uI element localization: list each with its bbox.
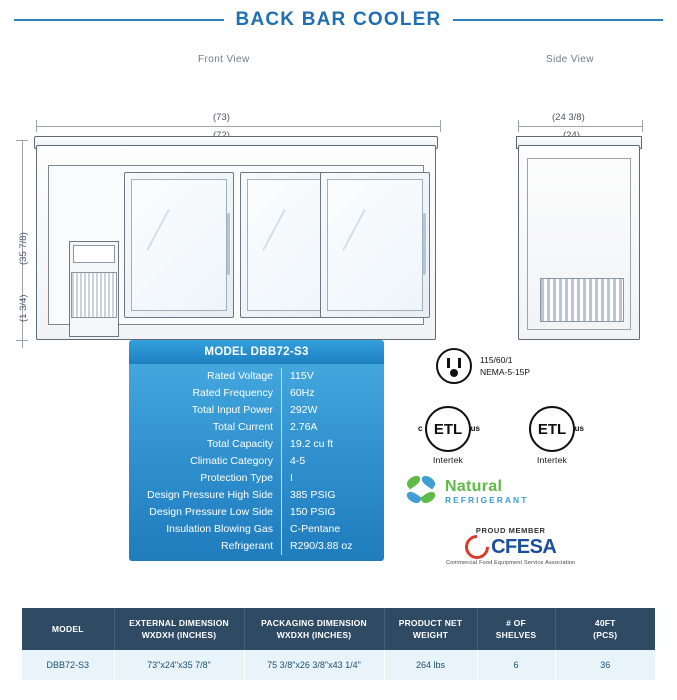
- spec-key: Rated Voltage: [207, 370, 273, 382]
- etl-text: ETL: [433, 420, 463, 438]
- technical-drawings: [0, 40, 677, 330]
- col-header-external-line2: WXDXH (INCHES): [141, 630, 217, 640]
- spec-value: 60Hz: [281, 385, 384, 402]
- side-condenser-coil: [540, 278, 624, 322]
- glass-door-left: [124, 172, 234, 318]
- spec-value: 150 PSIG: [281, 504, 384, 521]
- dim-tick: [36, 120, 37, 132]
- dim-tick: [440, 120, 441, 132]
- plug-ground-icon: [450, 369, 458, 377]
- col-header-container-line1: 40FT: [594, 618, 616, 628]
- etl-mark-right: [522, 406, 582, 465]
- col-header-packaging-line1: PACKAGING DIMENSION: [261, 618, 367, 628]
- dim-tick: [16, 140, 28, 141]
- dimension-summary-table: [22, 608, 655, 680]
- col-header-packaging: [244, 608, 384, 650]
- condenser-grille: [71, 272, 117, 318]
- door-glass: [131, 179, 227, 311]
- door-glass: [327, 179, 423, 311]
- side-overall-depth-text: (24 3/8): [552, 112, 585, 123]
- spec-value: 115V: [281, 368, 384, 385]
- cfesa-logo: [446, 535, 575, 559]
- col-header-shelves-line2: SHELVES: [495, 630, 537, 640]
- dim-tick: [518, 120, 519, 132]
- cfesa-mark: [446, 526, 575, 566]
- natural-refrigerant-mark: [404, 474, 528, 510]
- door-handle: [423, 213, 426, 275]
- col-header-shelves-line1: # OF: [506, 618, 526, 628]
- leaf-icon: [404, 474, 440, 510]
- spec-key: Protection Type: [200, 472, 273, 484]
- table-header-row: [22, 608, 655, 650]
- spec-row: [129, 504, 384, 521]
- etl-us-suffix: us: [574, 424, 584, 433]
- col-header-model: MODEL: [22, 608, 114, 650]
- spec-row: [129, 538, 384, 555]
- spec-key: Insulation Blowing Gas: [166, 523, 273, 535]
- spec-key: Rated Frequency: [192, 387, 273, 399]
- col-header-external-line1: EXTERNAL DIMENSION: [129, 618, 229, 628]
- spec-value: 292W: [281, 402, 384, 419]
- plug-slot-icon: [458, 358, 461, 368]
- cfesa-name: CFESA: [491, 535, 557, 558]
- door-handle: [227, 213, 230, 275]
- spec-rows: [129, 364, 384, 561]
- spec-value: R290/3.88 oz: [281, 538, 384, 555]
- natural-word: Natural: [445, 478, 503, 495]
- spec-row: [129, 385, 384, 402]
- spec-key: Refrigerant: [221, 540, 273, 552]
- col-header-external: [114, 608, 244, 650]
- side-overall-depth-line: [518, 126, 642, 127]
- front-view-label: Front View: [198, 54, 250, 65]
- page-title: BACK BAR COOLER: [224, 9, 454, 31]
- cell-packaging: 75 3/8"x26 3/8"x43 1/4": [244, 650, 384, 680]
- plug-slot-icon: [447, 358, 450, 368]
- front-leg-height-text: (1 3/4): [18, 294, 29, 322]
- spec-value: I: [281, 470, 384, 487]
- spec-value: C-Pentane: [281, 521, 384, 538]
- spec-value: 385 PSIG: [281, 487, 384, 504]
- front-leg-height-line: [22, 326, 23, 348]
- table-row: [22, 650, 655, 680]
- col-header-weight-line1: PRODUCT NET: [398, 618, 463, 628]
- front-overall-width-text: (73): [213, 112, 230, 123]
- col-header-container-line2: (PCS): [593, 630, 618, 640]
- leaf-petal-icon: [420, 474, 437, 490]
- cfesa-proud-member: PROUD MEMBER: [475, 526, 546, 535]
- control-panel: [73, 245, 115, 263]
- refrigerant-word: REFRIGERANT: [445, 495, 529, 505]
- front-height-text: (35 7/8): [18, 232, 29, 265]
- etl-badge-icon: [529, 406, 584, 452]
- col-header-packaging-line2: WXDXH (INCHES): [276, 630, 352, 640]
- etl-c-prefix: c: [418, 424, 423, 433]
- col-header-weight-line2: WEIGHT: [412, 630, 449, 640]
- spec-row: [129, 487, 384, 504]
- spec-row: [129, 402, 384, 419]
- col-header-weight: [384, 608, 477, 650]
- cfesa-swoosh-icon: [460, 530, 494, 564]
- front-overall-width-line: [36, 126, 440, 127]
- spec-row: [129, 453, 384, 470]
- leaf-petal-icon: [405, 474, 422, 490]
- spec-row: [129, 470, 384, 487]
- plug-type: NEMA-5-15P: [480, 367, 531, 377]
- cell-external: 73"x24"x35 7/8": [114, 650, 244, 680]
- spec-key: Total Input Power: [191, 404, 273, 416]
- spec-key: Total Capacity: [207, 438, 273, 450]
- cell-weight: 264 lbs: [384, 650, 477, 680]
- cell-model: DBB72-S3: [22, 650, 114, 680]
- leaf-petal-icon: [420, 490, 437, 506]
- etl-us-suffix: us: [470, 424, 480, 433]
- etl-caption: Intertek: [433, 455, 463, 465]
- etl-marks: [418, 406, 582, 465]
- spec-row: [129, 436, 384, 453]
- page-header: [0, 0, 677, 40]
- spec-key: Climatic Category: [190, 455, 273, 467]
- plug-rating: 115/60/1: [480, 355, 513, 365]
- spec-value: 4-5: [281, 453, 384, 470]
- specification-panel: [129, 340, 384, 561]
- etl-text: ETL: [537, 420, 567, 438]
- col-header-container: [555, 608, 655, 650]
- spec-row: [129, 368, 384, 385]
- etl-badge-icon: [418, 406, 480, 452]
- natural-refrigerant-text: [445, 479, 528, 505]
- spec-value: 19.2 cu ft: [281, 436, 384, 453]
- spec-key: Total Current: [212, 421, 273, 433]
- spec-key: Design Pressure Low Side: [149, 506, 273, 518]
- etl-mark-left: [418, 406, 478, 465]
- spec-row: [129, 521, 384, 538]
- spec-model-title: MODEL DBB72-S3: [129, 340, 384, 364]
- col-header-shelves: [477, 608, 555, 650]
- spec-key: Design Pressure High Side: [146, 489, 273, 501]
- cell-shelves: 6: [477, 650, 555, 680]
- side-view-label: Side View: [546, 54, 594, 65]
- dim-tick: [642, 120, 643, 132]
- spec-value: 2.76A: [281, 419, 384, 436]
- spec-row: [129, 419, 384, 436]
- cfesa-subtitle: Commercial Food Equipment Service Association: [446, 560, 576, 566]
- etl-caption: Intertek: [537, 455, 567, 465]
- header-rule-right: [445, 19, 663, 21]
- nema-plug-icon: [436, 348, 472, 384]
- plug-spec: [436, 348, 530, 384]
- cell-container: 36: [555, 650, 655, 680]
- plug-text: [480, 354, 530, 378]
- glass-door-right: [320, 172, 430, 318]
- header-rule-left: [14, 19, 232, 21]
